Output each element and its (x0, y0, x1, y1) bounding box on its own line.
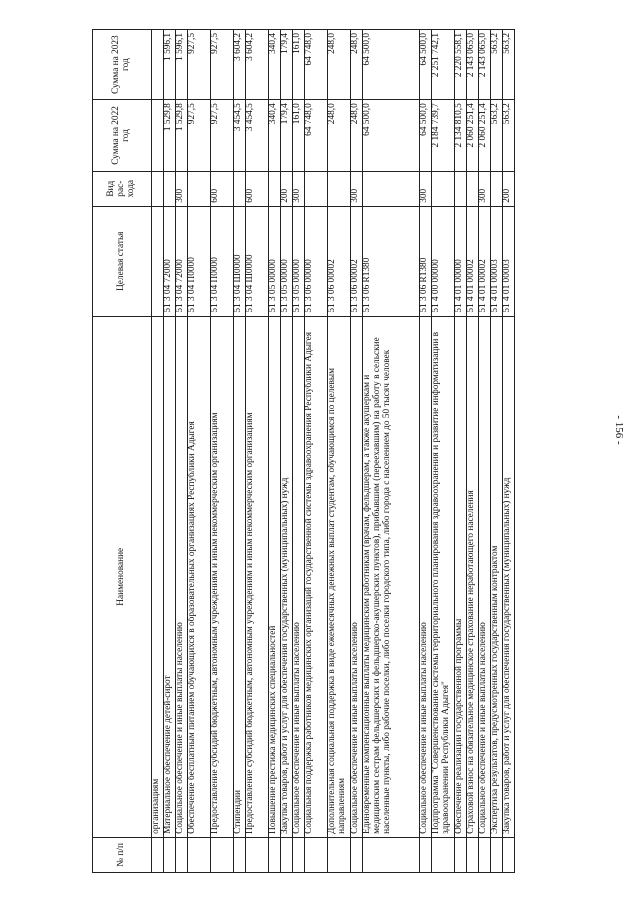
cell-num (503, 837, 515, 872)
cell-target: 51 3 06 R1380 (363, 206, 420, 316)
table-row (479, 30, 491, 873)
cell-target: 51 4 01 00003 (491, 206, 503, 316)
cell-sum-2023: 1 596,1 (164, 30, 176, 100)
cell-name: Обеспечение реализации государственной программы (455, 316, 467, 837)
cell-vid: 300 (176, 171, 188, 206)
cell-sum-2023: 64 500,0 (363, 30, 420, 100)
cell-vid (432, 171, 455, 206)
cell-sum-2023: 161,0 (293, 30, 305, 100)
cell-vid (467, 171, 479, 206)
cell-sum-2022: 64 748,0 (305, 100, 328, 171)
cell-vid: 300 (293, 171, 305, 206)
cell-sum-2023: 563,2 (491, 30, 503, 100)
cell-target: 51 3 06 00002 (351, 206, 363, 316)
cell-num (420, 837, 432, 872)
cell-vid (269, 171, 281, 206)
cell-sum-2023: 64 500,0 (420, 30, 432, 100)
cell-sum-2022: 563,2 (503, 100, 515, 171)
cell-sum-2023: 1 596,1 (176, 30, 188, 100)
cell-sum-2023: 2 143 065,0 (479, 30, 491, 100)
cell-sum-2022: 3 454,5 (246, 100, 269, 171)
cell-num (328, 837, 351, 872)
cell-sum-2023: 927,5 (188, 30, 211, 100)
cell-sum-2023: 3 604,2 (234, 30, 246, 100)
cell-num (211, 837, 234, 872)
cell-sum-2023: 340,4 (269, 30, 281, 100)
cell-vid: 600 (246, 171, 269, 206)
cell-vid (491, 171, 503, 206)
cell-sum-2022: 2 060 251,4 (467, 100, 479, 171)
cell-sum-2022: 340,4 (269, 100, 281, 171)
cell-name: Повышение престижа медицинских специальностей (269, 316, 281, 837)
cell-sum-2023: 2 251 742,1 (432, 30, 455, 100)
cell-vid (152, 171, 164, 206)
table-row (234, 30, 246, 873)
cell-num (281, 837, 293, 872)
cell-target: 51 3 05 00000 (281, 206, 293, 316)
cell-name: Экспертиза результатов, предусмотренных государственным контрактом (491, 316, 503, 837)
cell-name: Социальное обеспечение и иные выплаты населению (293, 316, 305, 837)
cell-name: организациям (152, 316, 164, 837)
budget-table (92, 29, 515, 873)
header-vid: Вид рас-хода (93, 171, 152, 206)
cell-sum-2023: 248,0 (328, 30, 351, 100)
cell-sum-2022: 64 500,0 (363, 100, 420, 171)
cell-num (293, 837, 305, 872)
cell-vid: 200 (503, 171, 515, 206)
cell-vid (328, 171, 351, 206)
header-sum-2022: Сумма на 2022 год (93, 100, 152, 171)
cell-num (176, 837, 188, 872)
cell-num (188, 837, 211, 872)
cell-num (269, 837, 281, 872)
cell-sum-2022 (152, 100, 164, 171)
cell-name: Социальное обеспечение и иные выплаты населению (420, 316, 432, 837)
cell-target: 51 4 01 00002 (479, 206, 491, 316)
cell-num (363, 837, 420, 872)
header-num: № п/п (93, 837, 152, 872)
cell-sum-2022: 2 184 739,7 (432, 100, 455, 171)
cell-sum-2022: 927,5 (211, 100, 234, 171)
cell-target: 51 3 06 R1380 (420, 206, 432, 316)
cell-sum-2023: 179,4 (281, 30, 293, 100)
cell-vid (234, 171, 246, 206)
cell-sum-2022: 1 529,8 (176, 100, 188, 171)
table-row (432, 30, 455, 873)
cell-target: 51 3 04 Ш0000 (246, 206, 269, 316)
cell-num (164, 837, 176, 872)
cell-name: Подпрограмма "Совершенствование системы территориального планирования здравоохранения и развитие информатизации в здравоохранении Республики Адыгея" (432, 316, 455, 837)
cell-name: Материальное обеспечение детей-сирот (164, 316, 176, 837)
table-row (281, 30, 293, 873)
cell-sum-2023: 2 143 065,0 (467, 30, 479, 100)
cell-vid (188, 171, 211, 206)
cell-num (152, 837, 164, 872)
cell-vid (363, 171, 420, 206)
cell-sum-2022: 1 529,8 (164, 100, 176, 171)
cell-name: Социальное обеспечение и иные выплаты населению (351, 316, 363, 837)
cell-sum-2022: 2 060 251,4 (479, 100, 491, 171)
table-row (152, 30, 164, 873)
cell-vid: 200 (281, 171, 293, 206)
cell-target: 51 3 04 Ш0000 (234, 206, 246, 316)
table-row (269, 30, 281, 873)
cell-name: Закупка товаров, работ и услуг для обеспечения государственных (муниципальных) нужд (503, 316, 515, 837)
cell-target: 51 3 04 72000 (176, 206, 188, 316)
cell-sum-2023: 248,0 (351, 30, 363, 100)
table-body (152, 30, 515, 873)
cell-name: Обеспечение бесплатным питанием обучающихся в образовательных организациях Республики Адыгея (188, 316, 211, 837)
table-header-row (93, 30, 152, 873)
cell-name: Дополнительная социальная поддержка в виде ежемесячных денежных выплат студентам, обучающимся по целевым направлениям (328, 316, 351, 837)
cell-target: 51 4 01 00003 (503, 206, 515, 316)
cell-vid: 600 (211, 171, 234, 206)
cell-vid: 300 (351, 171, 363, 206)
cell-name: Социальное обеспечение и иные выплаты населению (479, 316, 491, 837)
cell-sum-2022: 64 500,0 (420, 100, 432, 171)
table-row (351, 30, 363, 873)
cell-sum-2023: 563,2 (503, 30, 515, 100)
cell-sum-2022: 927,5 (188, 100, 211, 171)
cell-target (152, 206, 164, 316)
cell-num (234, 837, 246, 872)
cell-num (467, 837, 479, 872)
cell-num (491, 837, 503, 872)
cell-target: 51 3 06 00000 (305, 206, 328, 316)
cell-name: Предоставление субсидий бюджетным, автономным учреждениям и иным некоммерческим организациям (246, 316, 269, 837)
cell-target: 51 3 06 00002 (328, 206, 351, 316)
table-row (420, 30, 432, 873)
table-row (503, 30, 515, 873)
table-row (246, 30, 269, 873)
table-row (164, 30, 176, 873)
cell-num (479, 837, 491, 872)
table-row (363, 30, 420, 873)
table-row (188, 30, 211, 873)
header-name: Наименование (93, 316, 152, 837)
cell-target: 51 3 04 П0000 (211, 206, 234, 316)
cell-sum-2022: 161,0 (293, 100, 305, 171)
cell-sum-2023: 2 220 558,1 (455, 30, 467, 100)
cell-target: 51 4 01 00002 (467, 206, 479, 316)
cell-vid (305, 171, 328, 206)
cell-name: Предоставление субсидий бюджетным, автономным учреждениям и иным некоммерческим организациям (211, 316, 234, 837)
cell-vid (455, 171, 467, 206)
cell-name: Единовременные компенсационные выплаты медицинским работникам (врачам, фельдшерам, а также акушеркам и медицинским сестрам фельдшерских и фельдшерско-акушерских пунктов), прибывшим (переехавшим) на работу в сельские населенные пункты, либо рабочие поселки, либо поселки городского типа, либо города с населением до 50 тысяч человек (363, 316, 420, 837)
cell-num (351, 837, 363, 872)
cell-sum-2022: 2 134 810,5 (455, 100, 467, 171)
cell-target: 51 4 01 00000 (455, 206, 467, 316)
rotated-table-container (92, 29, 610, 873)
cell-sum-2022: 248,0 (351, 100, 363, 171)
table-row (455, 30, 467, 873)
table-row (305, 30, 328, 873)
cell-target: 51 3 04 П0000 (188, 206, 211, 316)
cell-name: Закупка товаров, работ и услуг для обеспечения государственных (муниципальных) нужд (281, 316, 293, 837)
cell-target: 51 4 00 00000 (432, 206, 455, 316)
cell-sum-2023: 927,5 (211, 30, 234, 100)
cell-name: Социальное обеспечение и иные выплаты населению (176, 316, 188, 837)
table-row (211, 30, 234, 873)
cell-num (305, 837, 328, 872)
cell-name: Социальная поддержка работников медицинских организаций государственной системы здравоохранения Республики Адыгея (305, 316, 328, 837)
cell-sum-2023: 64 748,0 (305, 30, 328, 100)
cell-num (455, 837, 467, 872)
cell-sum-2023 (152, 30, 164, 100)
cell-sum-2022: 3 454,5 (234, 100, 246, 171)
table-row (328, 30, 351, 873)
table-row (467, 30, 479, 873)
table-row (491, 30, 503, 873)
cell-sum-2022: 248,0 (328, 100, 351, 171)
cell-target: 51 3 05 00000 (269, 206, 281, 316)
cell-vid: 300 (479, 171, 491, 206)
cell-vid (164, 171, 176, 206)
cell-name: Страховой взнос на обязательное медицинское страхование неработающего населения (467, 316, 479, 837)
cell-sum-2022: 179,4 (281, 100, 293, 171)
cell-name: Стипендии (234, 316, 246, 837)
cell-target: 51 3 04 72000 (164, 206, 176, 316)
header-sum-2023: Сумма на 2023 год (93, 30, 152, 100)
header-target: Целевая статья (93, 206, 152, 316)
cell-num (432, 837, 455, 872)
cell-sum-2023: 3 604,2 (246, 30, 269, 100)
page-number: - 156 - (613, 415, 625, 445)
table-row (176, 30, 188, 873)
cell-vid: 300 (420, 171, 432, 206)
cell-target: 51 3 05 00000 (293, 206, 305, 316)
cell-num (246, 837, 269, 872)
table-row (293, 30, 305, 873)
cell-sum-2022: 563,2 (491, 100, 503, 171)
